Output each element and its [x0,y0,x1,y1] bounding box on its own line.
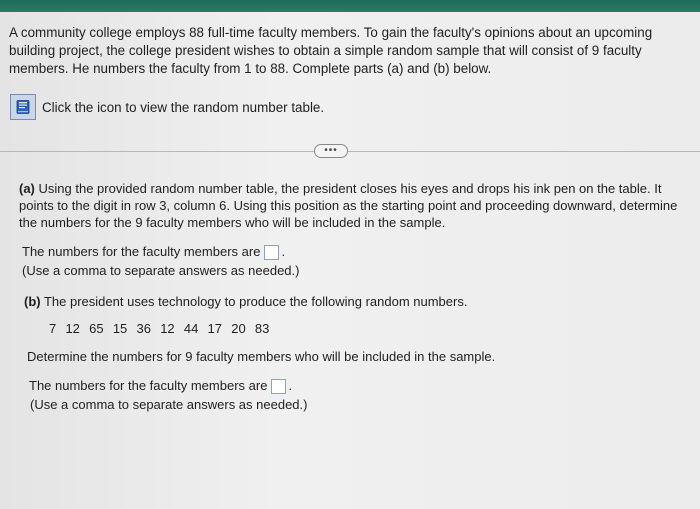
part-b-text: The president uses technology to produce the following random numbers. [40,294,468,309]
expand-collapse-button[interactable]: ••• [314,144,348,158]
book-icon[interactable] [10,94,36,120]
part-a-answer-input[interactable] [264,245,279,260]
part-b-answer-row [29,377,292,394]
part-b-answer-label: The numbers for the faculty members are [29,378,268,393]
part-b-hint: (Use a comma to separate answers as needed.) [30,397,308,412]
part-a-question [19,180,687,231]
part-a-tag: (a) [19,181,35,196]
section-divider [0,151,700,152]
part-b-instruction: Determine the numbers for 9 faculty members who will be included in the sample. [27,349,496,364]
part-a-answer-row [22,243,285,260]
part-a-text: Using the provided random number table, the president closes his eyes and drops his ink pen on the table. It points to the digit in row 3, column 6. Using this position as the starting point and proceeding downward, determine the numbers for the 9 faculty members who will be included in the sample. [19,181,678,230]
question-page [0,12,700,509]
part-a-hint: (Use a comma to separate answers as needed.) [22,263,300,278]
question-intro: A community college employs 88 full-time faculty members. To gain the faculty's opinions about an upcoming building project, the college president wishes to obtain a simple random sample that will consist of 9 faculty members. He numbers the faculty from 1 to 88. Complete parts (a) and (b) below. [9,25,653,76]
random-number-table-link[interactable] [10,94,324,120]
top-app-bar [0,0,700,12]
part-a-answer-label: The numbers for the faculty members are [22,244,261,259]
part-b-answer-input[interactable] [271,379,286,394]
random-number-table-label[interactable]: Click the icon to view the random number table. [42,99,325,115]
part-b-tag: (b) [24,294,41,309]
part-a-answer-period: . [281,244,286,259]
part-b-answer-period: . [288,378,293,393]
part-b-random-numbers: 7 12 65 15 36 12 44 17 20 83 [49,321,270,336]
part-b-question [24,293,467,310]
